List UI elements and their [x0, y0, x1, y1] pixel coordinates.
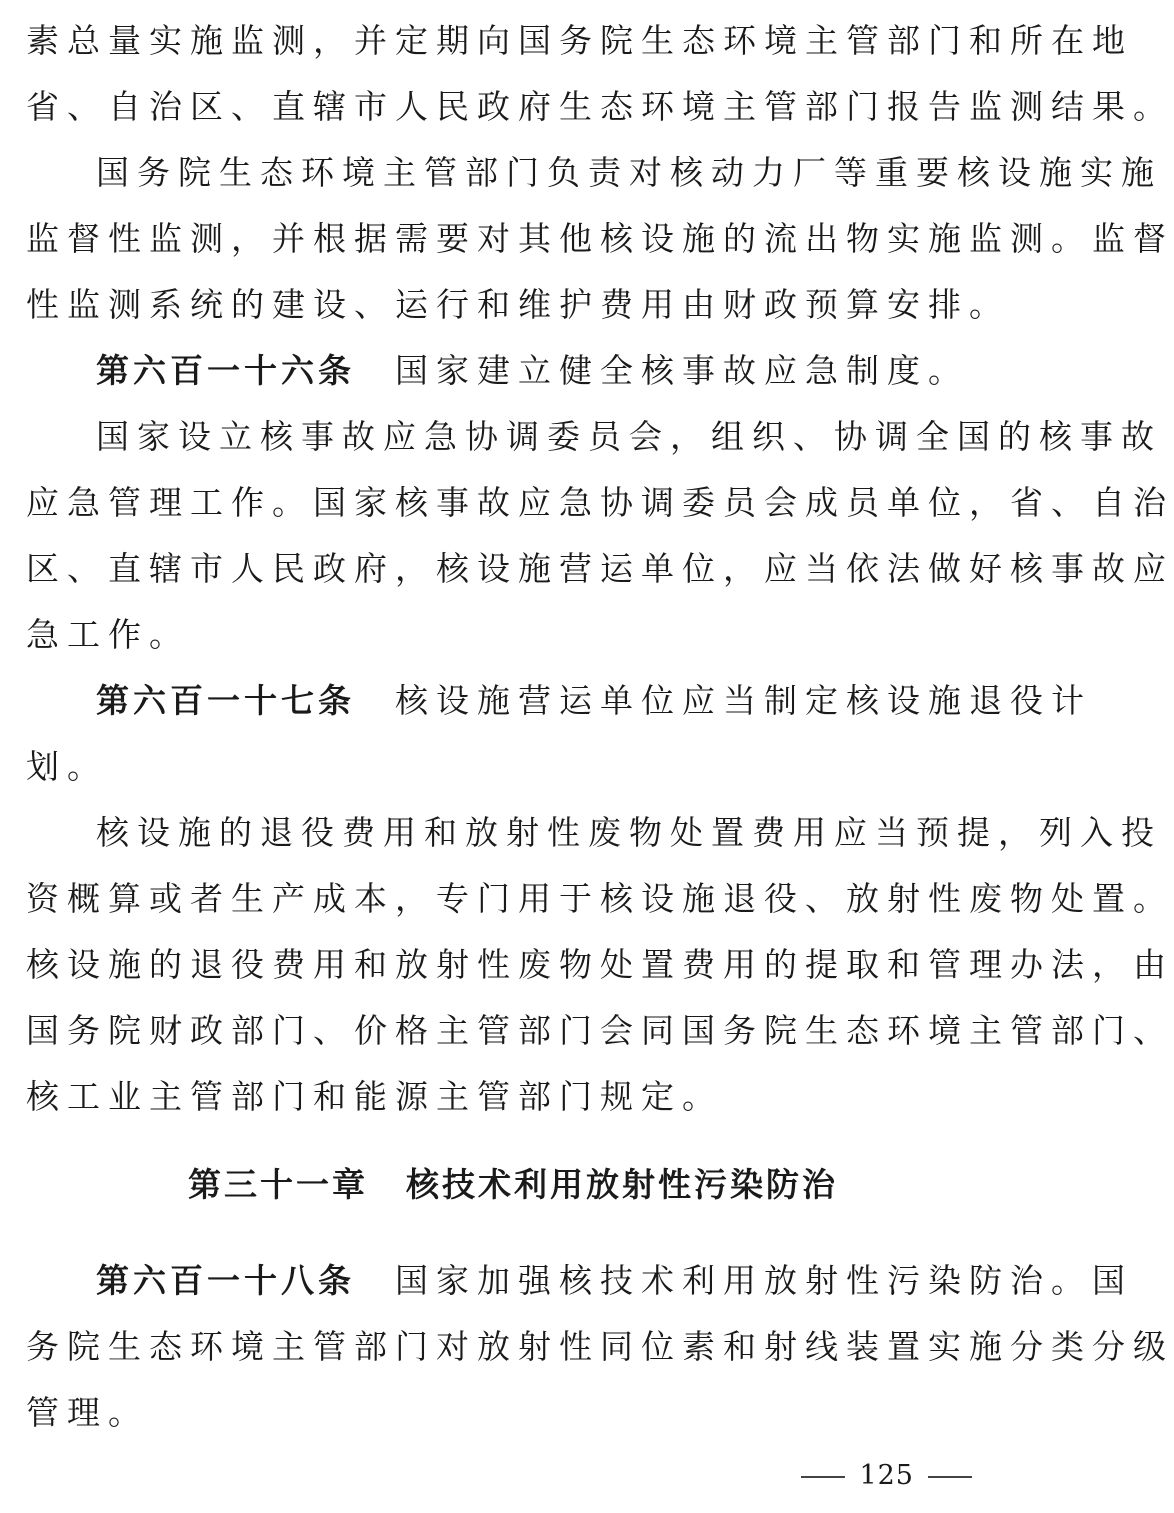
paragraph-line: 资概算或者生产成本，专门用于核设施退役、放射性废物处置。	[26, 879, 1174, 918]
paragraph-line: 急工作。	[26, 615, 190, 654]
paragraph-line: 务院生态环境主管部门对放射性同位素和射线装置实施分类分级	[26, 1327, 1174, 1366]
paragraph-line: 核设施的退役费用和放射性废物处置费用应当预提，列入投	[96, 813, 1162, 852]
article-617-line	[96, 676, 1092, 726]
chapter-number: 第三十一章	[188, 1165, 368, 1204]
footer-dash-right	[928, 1476, 972, 1478]
paragraph-line: 区、直辖市人民政府，核设施营运单位，应当依法做好核事故应	[26, 549, 1174, 588]
paragraph-line: 监督性监测，并根据需要对其他核设施的流出物实施监测。监督	[26, 219, 1174, 258]
article-616-line	[96, 346, 1000, 396]
chapter-title: 核技术利用放射性污染防治	[406, 1165, 838, 1204]
paragraph-line: 管理。	[26, 1393, 149, 1432]
paragraph-line: 性监测系统的建设、运行和维护费用由财政预算安排。	[26, 285, 1010, 324]
document-page	[26, 0, 1174, 1513]
article-617-text: 核设施营运单位应当制定核设施退役计	[395, 681, 1092, 720]
paragraph-line: 省、自治区、直辖市人民政府生态环境主管部门报告监测结果。	[26, 87, 1174, 126]
paragraph-line: 素总量实施监测，并定期向国务院生态环境主管部门和所在地	[26, 21, 1133, 60]
article-618-heading: 第六百一十八条	[96, 1261, 355, 1300]
article-617-heading: 第六百一十七条	[96, 681, 355, 720]
paragraph-line: 国务院财政部门、价格主管部门会同国务院生态环境主管部门、	[26, 1011, 1174, 1050]
chapter-heading	[26, 1160, 1000, 1210]
article-616-heading: 第六百一十六条	[96, 351, 355, 390]
footer-dash-left	[801, 1476, 845, 1478]
page-footer	[0, 1458, 1024, 1494]
paragraph-line: 核设施的退役费用和放射性废物处置费用的提取和管理办法，由	[26, 945, 1174, 984]
page-number: 125	[859, 1460, 914, 1491]
article-616-text: 国家建立健全核事故应急制度。	[395, 351, 969, 390]
paragraph-line: 划。	[26, 747, 108, 786]
paragraph-line: 核工业主管部门和能源主管部门规定。	[26, 1077, 723, 1116]
article-618-line	[96, 1256, 1133, 1306]
paragraph-line: 应急管理工作。国家核事故应急协调委员会成员单位，省、自治	[26, 483, 1174, 522]
article-618-text: 国家加强核技术利用放射性污染防治。国	[395, 1261, 1133, 1300]
paragraph-line: 国务院生态环境主管部门负责对核动力厂等重要核设施实施	[96, 153, 1162, 192]
paragraph-line: 国家设立核事故应急协调委员会，组织、协调全国的核事故	[96, 417, 1162, 456]
